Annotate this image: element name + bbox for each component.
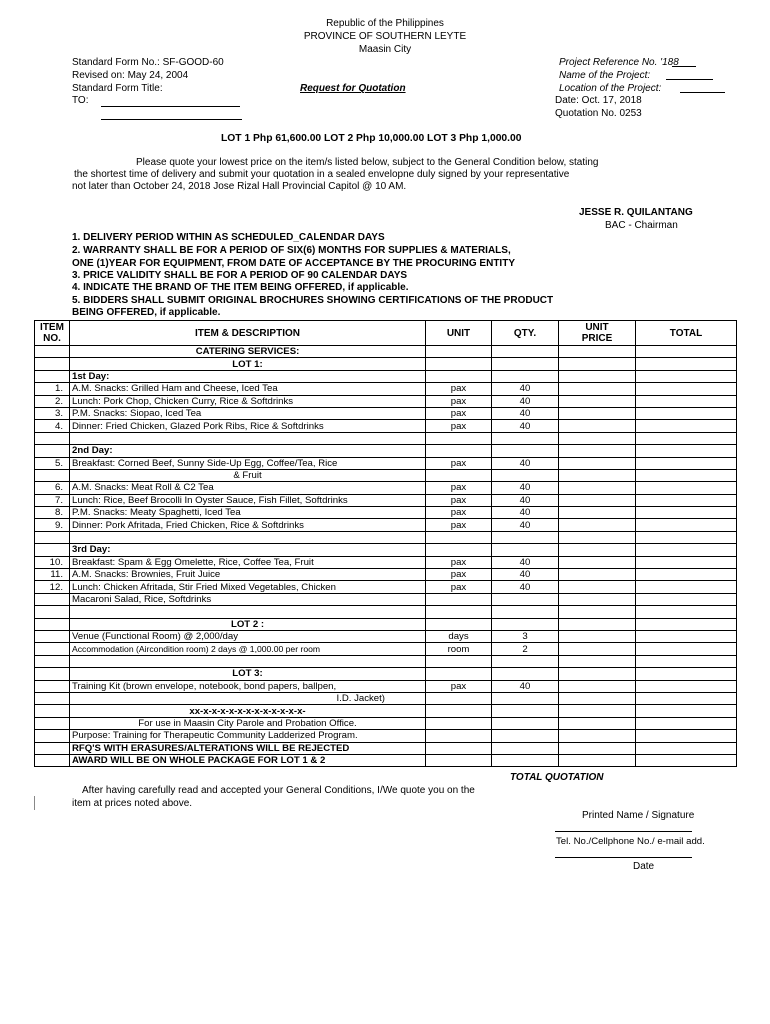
item-number-cell <box>35 469 70 481</box>
item-description-cell: LOT 3: <box>70 668 426 680</box>
item-number-cell: 8. <box>35 507 70 519</box>
qty-cell: 40 <box>492 407 559 419</box>
item-number-cell: 7. <box>35 494 70 506</box>
header-unit-price: UNIT PRICE <box>559 321 636 346</box>
item-description-cell: Lunch: Rice, Beef Brocolli In Oyster Sauce, Fish Fillet, Softdrinks <box>70 494 426 506</box>
unit-cell: days <box>426 630 492 642</box>
header-item-description: ITEM & DESCRIPTION <box>70 321 426 346</box>
unit-cell: pax <box>426 680 492 692</box>
total-cell <box>636 469 737 481</box>
unit-price-cell <box>559 457 636 469</box>
lots-summary: LOT 1 Php 61,600.00 LOT 2 Php 10,000.00 LOT 3 Php 1,000.00 <box>221 133 522 144</box>
item-description-cell: Accommodation (Aircondition room) 2 days @ 1,000.00 per room <box>70 643 426 655</box>
bac-chairman-title: BAC - Chairman <box>605 220 678 231</box>
total-cell <box>636 346 737 358</box>
total-cell <box>636 630 737 642</box>
item-description-cell: Venue (Functional Room) @ 2,000/day <box>70 630 426 642</box>
unit-cell <box>426 717 492 729</box>
item-description-cell: 3rd Day: <box>70 544 426 556</box>
table-row <box>35 407 737 419</box>
table-row <box>35 544 737 556</box>
unit-cell <box>426 370 492 382</box>
total-cell <box>636 383 737 395</box>
item-description-cell: Breakfast: Corned Beef, Sunny Side-Up Egg, Coffee/Tea, Rice <box>70 457 426 469</box>
total-cell <box>636 717 737 729</box>
table-row <box>35 445 737 457</box>
unit-cell <box>426 730 492 742</box>
unit-cell: pax <box>426 581 492 593</box>
unit-price-cell <box>559 668 636 680</box>
condition-2-cont: ONE (1)YEAR FOR EQUIPMENT, FROM DATE OF ACCEPTANCE BY THE PROCURING ENTITY <box>72 258 515 269</box>
qty-cell <box>492 717 559 729</box>
unit-price-cell <box>559 643 636 655</box>
item-description-cell: LOT 2 : <box>70 618 426 630</box>
total-cell <box>636 581 737 593</box>
qty-cell: 40 <box>492 507 559 519</box>
tel-label: Tel. No./Cellphone No./ e-mail add. <box>556 836 705 847</box>
table-row <box>35 519 737 531</box>
table-row <box>35 581 737 593</box>
unit-price-cell <box>559 395 636 407</box>
unit-price-cell <box>559 507 636 519</box>
table-row <box>35 420 737 432</box>
item-description-cell: AWARD WILL BE ON WHOLE PACKAGE FOR LOT 1 & 2 <box>70 754 426 766</box>
total-cell <box>636 742 737 754</box>
unit-cell: pax <box>426 395 492 407</box>
item-description-cell: P.M. Snacks: Siopao, Iced Tea <box>70 407 426 419</box>
qty-cell: 40 <box>492 482 559 494</box>
qty-cell <box>492 358 559 370</box>
item-description-cell: Lunch: Chicken Afritada, Stir Fried Mixed Vegetables, Chicken <box>70 581 426 593</box>
table-row <box>35 469 737 481</box>
item-description-cell: LOT 1: <box>70 358 426 370</box>
item-number-cell <box>35 692 70 704</box>
unit-cell: pax <box>426 519 492 531</box>
unit-price-cell <box>559 618 636 630</box>
unit-price-cell <box>559 494 636 506</box>
item-description-cell: 2nd Day: <box>70 445 426 457</box>
total-cell <box>636 482 737 494</box>
qty-cell: 40 <box>492 569 559 581</box>
item-number-cell <box>35 432 70 444</box>
unit-cell <box>426 606 492 618</box>
qty-cell <box>492 432 559 444</box>
total-cell <box>636 556 737 568</box>
unit-price-cell <box>559 606 636 618</box>
unit-price-cell <box>559 569 636 581</box>
printed-name-signature: Printed Name / Signature <box>582 810 695 821</box>
bac-chairman-name: JESSE R. QUILANTANG <box>579 207 693 218</box>
table-row <box>35 630 737 642</box>
qty-cell <box>492 692 559 704</box>
table-row <box>35 730 737 742</box>
table-row <box>35 482 737 494</box>
total-cell <box>636 705 737 717</box>
item-description-cell: For use in Maasin City Parole and Probation Office. <box>70 717 426 729</box>
total-cell <box>636 680 737 692</box>
unit-price-cell <box>559 730 636 742</box>
unit-price-cell <box>559 655 636 667</box>
unit-price-cell <box>559 469 636 481</box>
item-number-cell <box>35 618 70 630</box>
item-description-cell: Macaroni Salad, Rice, Softdrinks <box>70 593 426 605</box>
qty-cell <box>492 606 559 618</box>
project-name-label: Name of the Project: <box>559 70 651 81</box>
qty-cell <box>492 730 559 742</box>
item-description-cell: Purpose: Training for Therapeutic Community Ladderized Program. <box>70 730 426 742</box>
item-number-cell: 12. <box>35 581 70 593</box>
table-row <box>35 692 737 704</box>
date-line <box>555 857 692 858</box>
qty-cell: 40 <box>492 494 559 506</box>
table-row <box>35 655 737 667</box>
total-cell <box>636 692 737 704</box>
total-cell <box>636 593 737 605</box>
total-quotation-label: TOTAL QUOTATION <box>510 772 604 783</box>
unit-price-cell <box>559 717 636 729</box>
unit-price-cell <box>559 383 636 395</box>
item-number-cell: 3. <box>35 407 70 419</box>
table-row <box>35 457 737 469</box>
item-number-cell: 4. <box>35 420 70 432</box>
item-number-cell <box>35 346 70 358</box>
qty-cell: 40 <box>492 581 559 593</box>
total-cell <box>636 358 737 370</box>
unit-cell <box>426 432 492 444</box>
unit-cell: pax <box>426 457 492 469</box>
item-number-cell <box>35 445 70 457</box>
item-description-cell: P.M. Snacks: Meaty Spaghetti, Iced Tea <box>70 507 426 519</box>
item-number-cell: 5. <box>35 457 70 469</box>
total-cell <box>636 420 737 432</box>
item-number-cell <box>35 655 70 667</box>
unit-price-cell <box>559 705 636 717</box>
date-label: Date <box>633 861 655 872</box>
unit-price-cell <box>559 420 636 432</box>
unit-price-cell <box>559 358 636 370</box>
total-cell <box>636 531 737 543</box>
total-cell <box>636 754 737 766</box>
total-cell <box>636 544 737 556</box>
standard-form-no: Standard Form No.: SF-GOOD-60 <box>72 57 224 68</box>
unit-cell <box>426 346 492 358</box>
to-line-1 <box>101 106 240 107</box>
total-cell <box>636 457 737 469</box>
total-cell <box>636 668 737 680</box>
intro-line-1: Please quote your lowest price on the item/s listed below, subject to the General Condition below, stating <box>136 157 599 168</box>
unit-price-cell <box>559 346 636 358</box>
unit-cell <box>426 705 492 717</box>
item-description-cell: RFQ'S WITH ERASURES/ALTERATIONS WILL BE REJECTED <box>70 742 426 754</box>
qty-cell: 3 <box>492 630 559 642</box>
item-description-cell <box>70 531 426 543</box>
qty-cell: 40 <box>492 680 559 692</box>
margin-mark <box>34 796 36 810</box>
unit-cell <box>426 668 492 680</box>
unit-price-cell <box>559 445 636 457</box>
item-description-cell: Training Kit (brown envelope, notebook, bond papers, ballpen, <box>70 680 426 692</box>
unit-cell: pax <box>426 556 492 568</box>
item-number-cell <box>35 730 70 742</box>
item-description-cell: CATERING SERVICES: <box>70 346 426 358</box>
item-description-cell: 1st Day: <box>70 370 426 382</box>
qty-cell <box>492 370 559 382</box>
unit-price-cell <box>559 581 636 593</box>
unit-cell <box>426 692 492 704</box>
unit-cell <box>426 358 492 370</box>
table-row <box>35 383 737 395</box>
unit-price-cell <box>559 544 636 556</box>
table-row <box>35 742 737 754</box>
condition-5-cont: BEING OFFERED, if applicable. <box>72 307 221 318</box>
condition-4: 4. INDICATE THE BRAND OF THE ITEM BEING OFFERED, if applicable. <box>72 282 409 293</box>
table-row <box>35 395 737 407</box>
unit-cell: pax <box>426 420 492 432</box>
unit-cell <box>426 593 492 605</box>
qty-cell: 40 <box>492 420 559 432</box>
unit-price-cell <box>559 556 636 568</box>
table-row <box>35 370 737 382</box>
unit-cell: pax <box>426 494 492 506</box>
city-line: Maasin City <box>358 44 412 55</box>
qty-cell <box>492 705 559 717</box>
unit-cell <box>426 655 492 667</box>
intro-line-2: the shortest time of delivery and submit your quotation in a sealed envelopne duly signed by your representative <box>74 169 570 180</box>
condition-3: 3. PRICE VALIDITY SHALL BE FOR A PERIOD OF 90 CALENDAR DAYS <box>72 270 408 281</box>
item-number-cell <box>35 705 70 717</box>
table-row <box>35 358 737 370</box>
header-qty: QTY. <box>492 321 559 346</box>
qty-cell: 2 <box>492 643 559 655</box>
qty-cell <box>492 346 559 358</box>
project-location-label: Location of the Project: <box>559 83 662 94</box>
unit-cell: room <box>426 643 492 655</box>
table-row <box>35 346 737 358</box>
item-description-cell: I.D. Jacket) <box>70 692 426 704</box>
unit-cell: pax <box>426 569 492 581</box>
total-cell <box>636 730 737 742</box>
project-name-line <box>666 79 713 80</box>
table-row <box>35 606 737 618</box>
reference-underline <box>672 66 696 67</box>
to-line-2 <box>101 119 242 120</box>
item-number-cell <box>35 643 70 655</box>
unit-price-cell <box>559 519 636 531</box>
unit-price-cell <box>559 630 636 642</box>
unit-cell <box>426 754 492 766</box>
qty-cell <box>492 531 559 543</box>
total-cell <box>636 407 737 419</box>
qty-cell <box>492 544 559 556</box>
unit-cell: pax <box>426 482 492 494</box>
table-row <box>35 754 737 766</box>
item-description-cell: xx-x-x-x-x-x-x-x-x-x-x-x-x- <box>70 705 426 717</box>
to-label: TO: <box>72 95 89 106</box>
item-description-cell: A.M. Snacks: Meat Roll & C2 Tea <box>70 482 426 494</box>
item-number-cell <box>35 370 70 382</box>
table-row <box>35 556 737 568</box>
table-row <box>35 531 737 543</box>
quotation-date: Date: Oct. 17, 2018 <box>555 95 642 106</box>
qty-cell: 40 <box>492 383 559 395</box>
total-cell <box>636 507 737 519</box>
qty-cell <box>492 655 559 667</box>
item-description-cell: Breakfast: Spam & Egg Omelette, Rice, Coffee Tea, Fruit <box>70 556 426 568</box>
item-description-cell: A.M. Snacks: Brownies, Fruit Juice <box>70 569 426 581</box>
item-number-cell <box>35 358 70 370</box>
total-cell <box>636 494 737 506</box>
table-header-row <box>35 321 737 346</box>
table-row <box>35 668 737 680</box>
table-row <box>35 569 737 581</box>
table-row <box>35 643 737 655</box>
item-number-cell: 10. <box>35 556 70 568</box>
unit-price-cell <box>559 692 636 704</box>
table-row <box>35 494 737 506</box>
unit-price-cell <box>559 680 636 692</box>
total-cell <box>636 445 737 457</box>
revised-on: Revised on: May 24, 2004 <box>72 70 189 81</box>
item-description-cell: & Fruit <box>70 469 426 481</box>
unit-cell <box>426 742 492 754</box>
unit-price-cell <box>559 432 636 444</box>
table-row <box>35 705 737 717</box>
unit-cell <box>426 544 492 556</box>
province-line: PROVINCE OF SOUTHERN LEYTE <box>303 31 467 42</box>
qty-cell: 40 <box>492 457 559 469</box>
unit-cell <box>426 469 492 481</box>
qty-cell <box>492 618 559 630</box>
unit-cell <box>426 618 492 630</box>
total-cell <box>636 643 737 655</box>
total-cell <box>636 655 737 667</box>
table-row <box>35 507 737 519</box>
form-title: Request for Quotation <box>300 83 406 94</box>
closing-line-2: item at prices noted above. <box>72 798 193 809</box>
qty-cell <box>492 742 559 754</box>
tel-line <box>555 831 692 832</box>
qty-cell <box>492 445 559 457</box>
item-number-cell <box>35 630 70 642</box>
unit-cell: pax <box>426 407 492 419</box>
item-number-cell: 2. <box>35 395 70 407</box>
item-number-cell: 9. <box>35 519 70 531</box>
qty-cell: 40 <box>492 556 559 568</box>
item-description-cell <box>70 655 426 667</box>
item-description-cell: A.M. Snacks: Grilled Ham and Cheese, Iced Tea <box>70 383 426 395</box>
item-number-cell <box>35 754 70 766</box>
total-cell <box>636 395 737 407</box>
qty-cell <box>492 593 559 605</box>
item-number-cell <box>35 680 70 692</box>
condition-2: 2. WARRANTY SHALL BE FOR A PERIOD OF SIX(6) MONTHS FOR SUPPLIES & MATERIALS, <box>72 245 511 256</box>
qty-cell <box>492 668 559 680</box>
item-number-cell <box>35 606 70 618</box>
total-cell <box>636 370 737 382</box>
item-description-cell <box>70 606 426 618</box>
item-description-cell <box>70 432 426 444</box>
item-number-cell <box>35 531 70 543</box>
total-cell <box>636 519 737 531</box>
standard-form-title: Standard Form Title: <box>72 83 163 94</box>
item-number-cell <box>35 742 70 754</box>
table-row <box>35 618 737 630</box>
items-table <box>34 320 737 767</box>
unit-cell: pax <box>426 383 492 395</box>
project-location-line <box>680 92 725 93</box>
unit-price-cell <box>559 754 636 766</box>
table-row <box>35 717 737 729</box>
unit-price-cell <box>559 593 636 605</box>
item-number-cell <box>35 717 70 729</box>
table-row <box>35 680 737 692</box>
item-number-cell: 11. <box>35 569 70 581</box>
header-total: TOTAL <box>636 321 737 346</box>
unit-price-cell <box>559 407 636 419</box>
item-number-cell <box>35 544 70 556</box>
unit-cell: pax <box>426 507 492 519</box>
unit-cell <box>426 445 492 457</box>
item-number-cell <box>35 668 70 680</box>
unit-price-cell <box>559 482 636 494</box>
intro-line-3: not later than October 24, 2018 Jose Rizal Hall Provincial Capitol @ 10 AM. <box>72 181 407 192</box>
condition-5: 5. BIDDERS SHALL SUBMIT ORIGINAL BROCHURES SHOWING CERTIFICATIONS OF THE PRODUCT <box>72 295 554 306</box>
qty-cell <box>492 469 559 481</box>
qty-cell: 40 <box>492 519 559 531</box>
item-description-cell: Dinner: Pork Afritada, Fried Chicken, Rice & Softdrinks <box>70 519 426 531</box>
item-number-cell: 1. <box>35 383 70 395</box>
table-row <box>35 593 737 605</box>
table-row <box>35 432 737 444</box>
closing-line-1: After having carefully read and accepted your General Conditions, I/We quote you on the <box>82 785 475 796</box>
republic-line: Republic of the Philippines <box>326 18 444 29</box>
unit-price-cell <box>559 742 636 754</box>
total-cell <box>636 618 737 630</box>
quotation-number: Quotation No. 0253 <box>555 108 642 119</box>
header-item-no: ITEM NO. <box>35 321 70 346</box>
project-reference: Project Reference No. '188 <box>559 57 679 68</box>
unit-price-cell <box>559 531 636 543</box>
item-number-cell <box>35 593 70 605</box>
header-unit: UNIT <box>426 321 492 346</box>
qty-cell: 40 <box>492 395 559 407</box>
condition-1: 1. DELIVERY PERIOD WITHIN AS SCHEDULED_CALENDAR DAYS <box>72 232 385 243</box>
total-cell <box>636 432 737 444</box>
qty-cell <box>492 754 559 766</box>
item-description-cell: Dinner: Fried Chicken, Glazed Pork Ribs, Rice & Softdrinks <box>70 420 426 432</box>
unit-cell <box>426 531 492 543</box>
total-cell <box>636 569 737 581</box>
total-cell <box>636 606 737 618</box>
item-description-cell: Lunch: Pork Chop, Chicken Curry, Rice & Softdrinks <box>70 395 426 407</box>
unit-price-cell <box>559 370 636 382</box>
item-number-cell: 6. <box>35 482 70 494</box>
